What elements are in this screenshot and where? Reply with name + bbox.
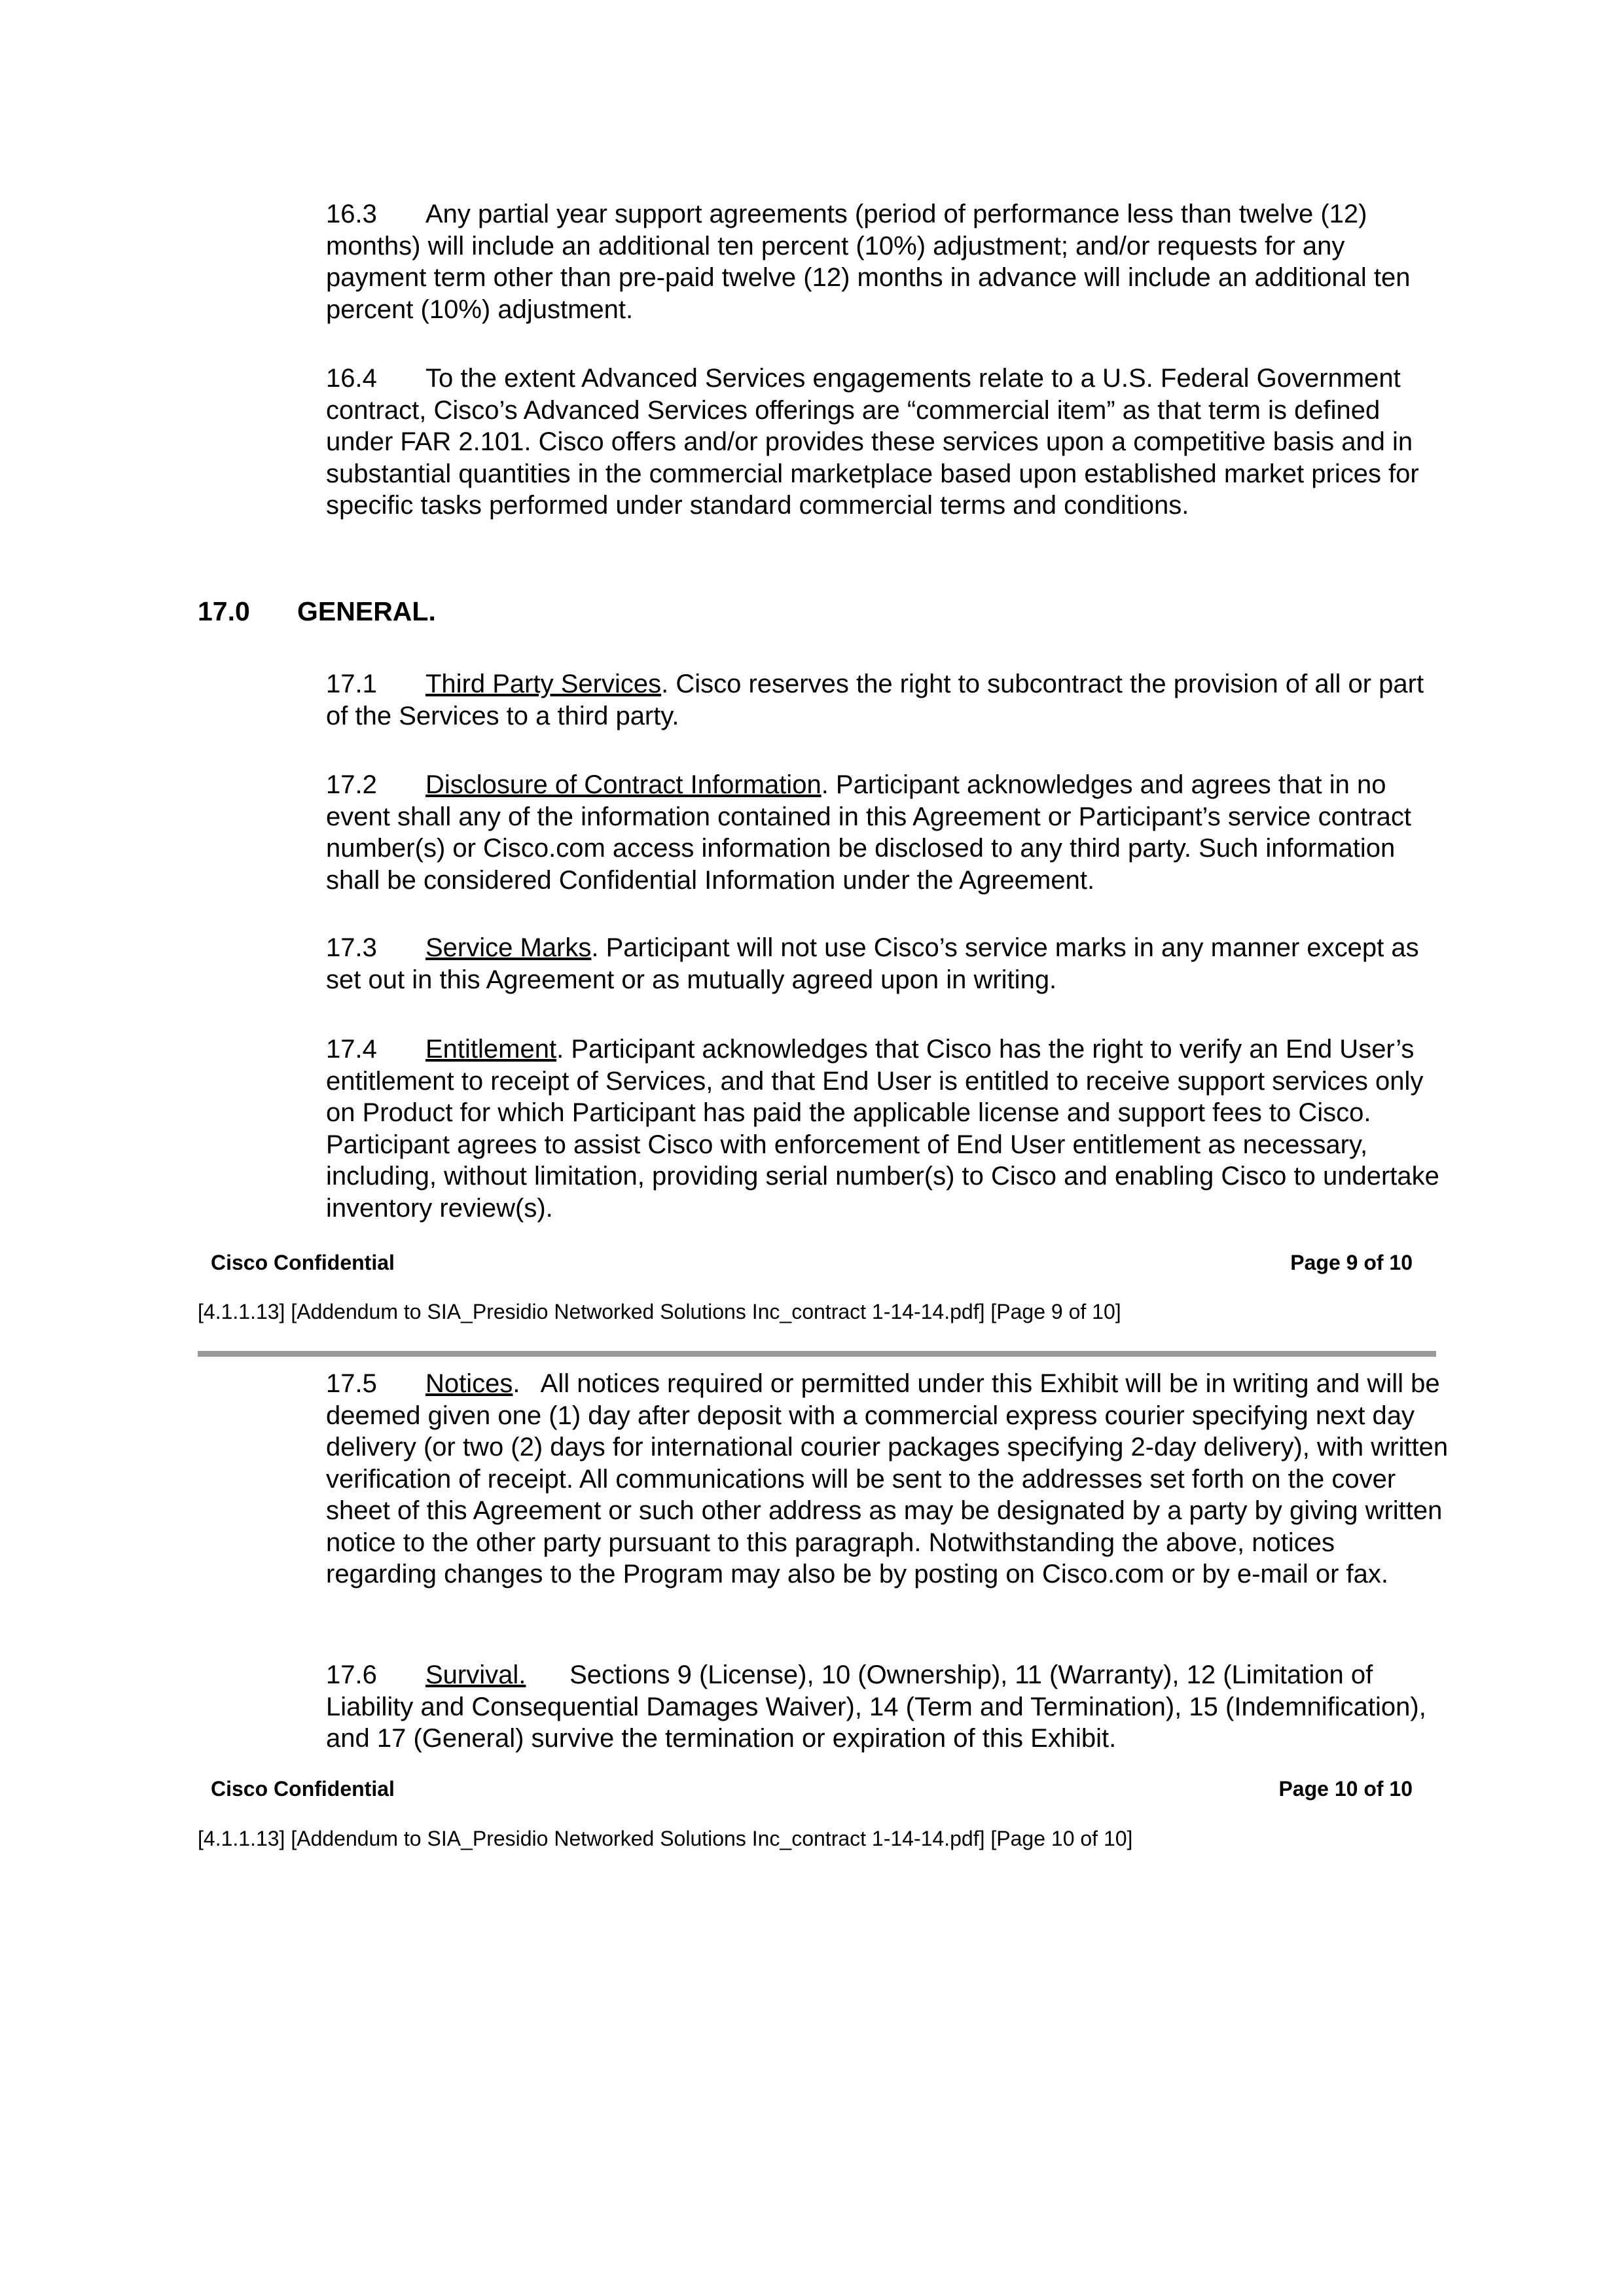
paragraph-number: 16.3	[326, 200, 377, 228]
paragraph-17-6	[326, 1659, 1452, 1755]
section-heading-17	[198, 596, 436, 627]
source-reference: [4.1.1.13] [Addendum to SIA_Presidio Networked Solutions Inc_contract 1-14-14.pdf] [Page 10 of 10]	[198, 1827, 1133, 1850]
paragraph-17-4	[326, 1033, 1452, 1224]
page-number: Page 9 of 10	[1290, 1251, 1413, 1274]
paragraph-number: 17.1	[326, 670, 377, 698]
page-number: Page 10 of 10	[1278, 1777, 1413, 1801]
paragraph-title: Survival.	[425, 1660, 526, 1689]
paragraph-17-3	[326, 932, 1452, 996]
paragraph-text: . Cisco reserves the right to subcontract the provision of all or part of the Services to a third party.	[326, 670, 1424, 730]
paragraph-title: Entitlement	[425, 1035, 557, 1064]
paragraph-title: Disclosure of Contract Information	[425, 770, 821, 799]
paragraph-text: To the extent Advanced Services engagements relate to a U.S. Federal Government contract, Cisco’s Advanced Services offerings are “commercial item” as that term is defined under FAR 2.101. Cisco offers and/or provides these services upon a competitive basis and in substantial quantities in the commercial marketplace based upon established market prices for specific tasks performed under standard commercial terms and conditions.	[326, 364, 1419, 520]
paragraph-text: . All notices required or permitted under this Exhibit will be in writing and will be deemed given one (1) day after deposit with a commercial express courier specifying next day delivery (or two (2) days for international courier packages specifying 2-day delivery), with written verification of receipt. All communications will be sent to the addresses set forth on the cover sheet of this Agreement or such other address as may be designated by a party by giving written notice to the other party pursuant to this paragraph. Notwithstanding the above, notices regarding changes to the Program may also be by posting on Cisco.com or by e-mail or fax.	[326, 1369, 1456, 1588]
source-reference: [4.1.1.13] [Addendum to SIA_Presidio Networked Solutions Inc_contract 1-14-14.pdf] [Page 9 of 10]	[198, 1300, 1121, 1323]
confidential-label: Cisco Confidential	[211, 1251, 395, 1274]
paragraph-text: . Participant acknowledges that Cisco has the right to verify an End User’s entitlement to receipt of Services, and that End User is entitled to receive support services only on Product for which Participant has paid the applicable license and support fees to Cisco. Participant agrees to assist Cisco with enforcement of End User entitlement as necessary, including, without limitation, providing serial number(s) to Cisco and enabling Cisco to undertake inventory review(s).	[326, 1035, 1439, 1223]
confidential-label: Cisco Confidential	[211, 1777, 395, 1801]
section-title: GENERAL.	[297, 596, 436, 626]
paragraph-text: . Participant will not use Cisco’s service marks in any manner except as set out in this Agreement or as mutually agreed upon in writing.	[326, 933, 1419, 994]
section-number: 17.0	[198, 596, 250, 626]
paragraph-title: Notices	[425, 1369, 513, 1398]
paragraph-text: Sections 9 (License), 10 (Ownership), 11 (Warranty), 12 (Limitation of Liability and Consequential Damages Waiver), 14 (Term and Termination), 15 (Indemnification), and 17 (General) survive the termination or expiration of this Exhibit.	[326, 1660, 1434, 1753]
paragraph-number: 17.6	[326, 1660, 377, 1689]
paragraph-16-3	[326, 198, 1452, 325]
paragraph-17-1	[326, 668, 1452, 732]
paragraph-17-2	[326, 769, 1452, 896]
paragraph-number: 16.4	[326, 364, 377, 393]
paragraph-number: 17.5	[326, 1369, 377, 1398]
paragraph-number: 17.4	[326, 1035, 377, 1064]
paragraph-text: . Participant acknowledges and agrees that in no event shall any of the information contained in this Agreement or Participant’s service contract number(s) or Cisco.com access information be disclosed to any third party. Such information shall be considered Confidential Information under the Agreement.	[326, 770, 1411, 895]
paragraph-number: 17.2	[326, 770, 377, 799]
paragraph-16-4	[326, 363, 1452, 522]
page-divider	[198, 1351, 1436, 1357]
paragraph-text: Any partial year support agreements (period of performance less than twelve (12) months) will include an additional ten percent (10%) adjustment; and/or requests for any payment term other than pre-paid twelve (12) months in advance will include an additional ten percent (10%) adjustment.	[326, 200, 1411, 324]
paragraph-number: 17.3	[326, 933, 377, 962]
paragraph-17-5	[326, 1368, 1456, 1590]
paragraph-title: Service Marks	[425, 933, 592, 962]
paragraph-title: Third Party Services	[425, 670, 662, 698]
